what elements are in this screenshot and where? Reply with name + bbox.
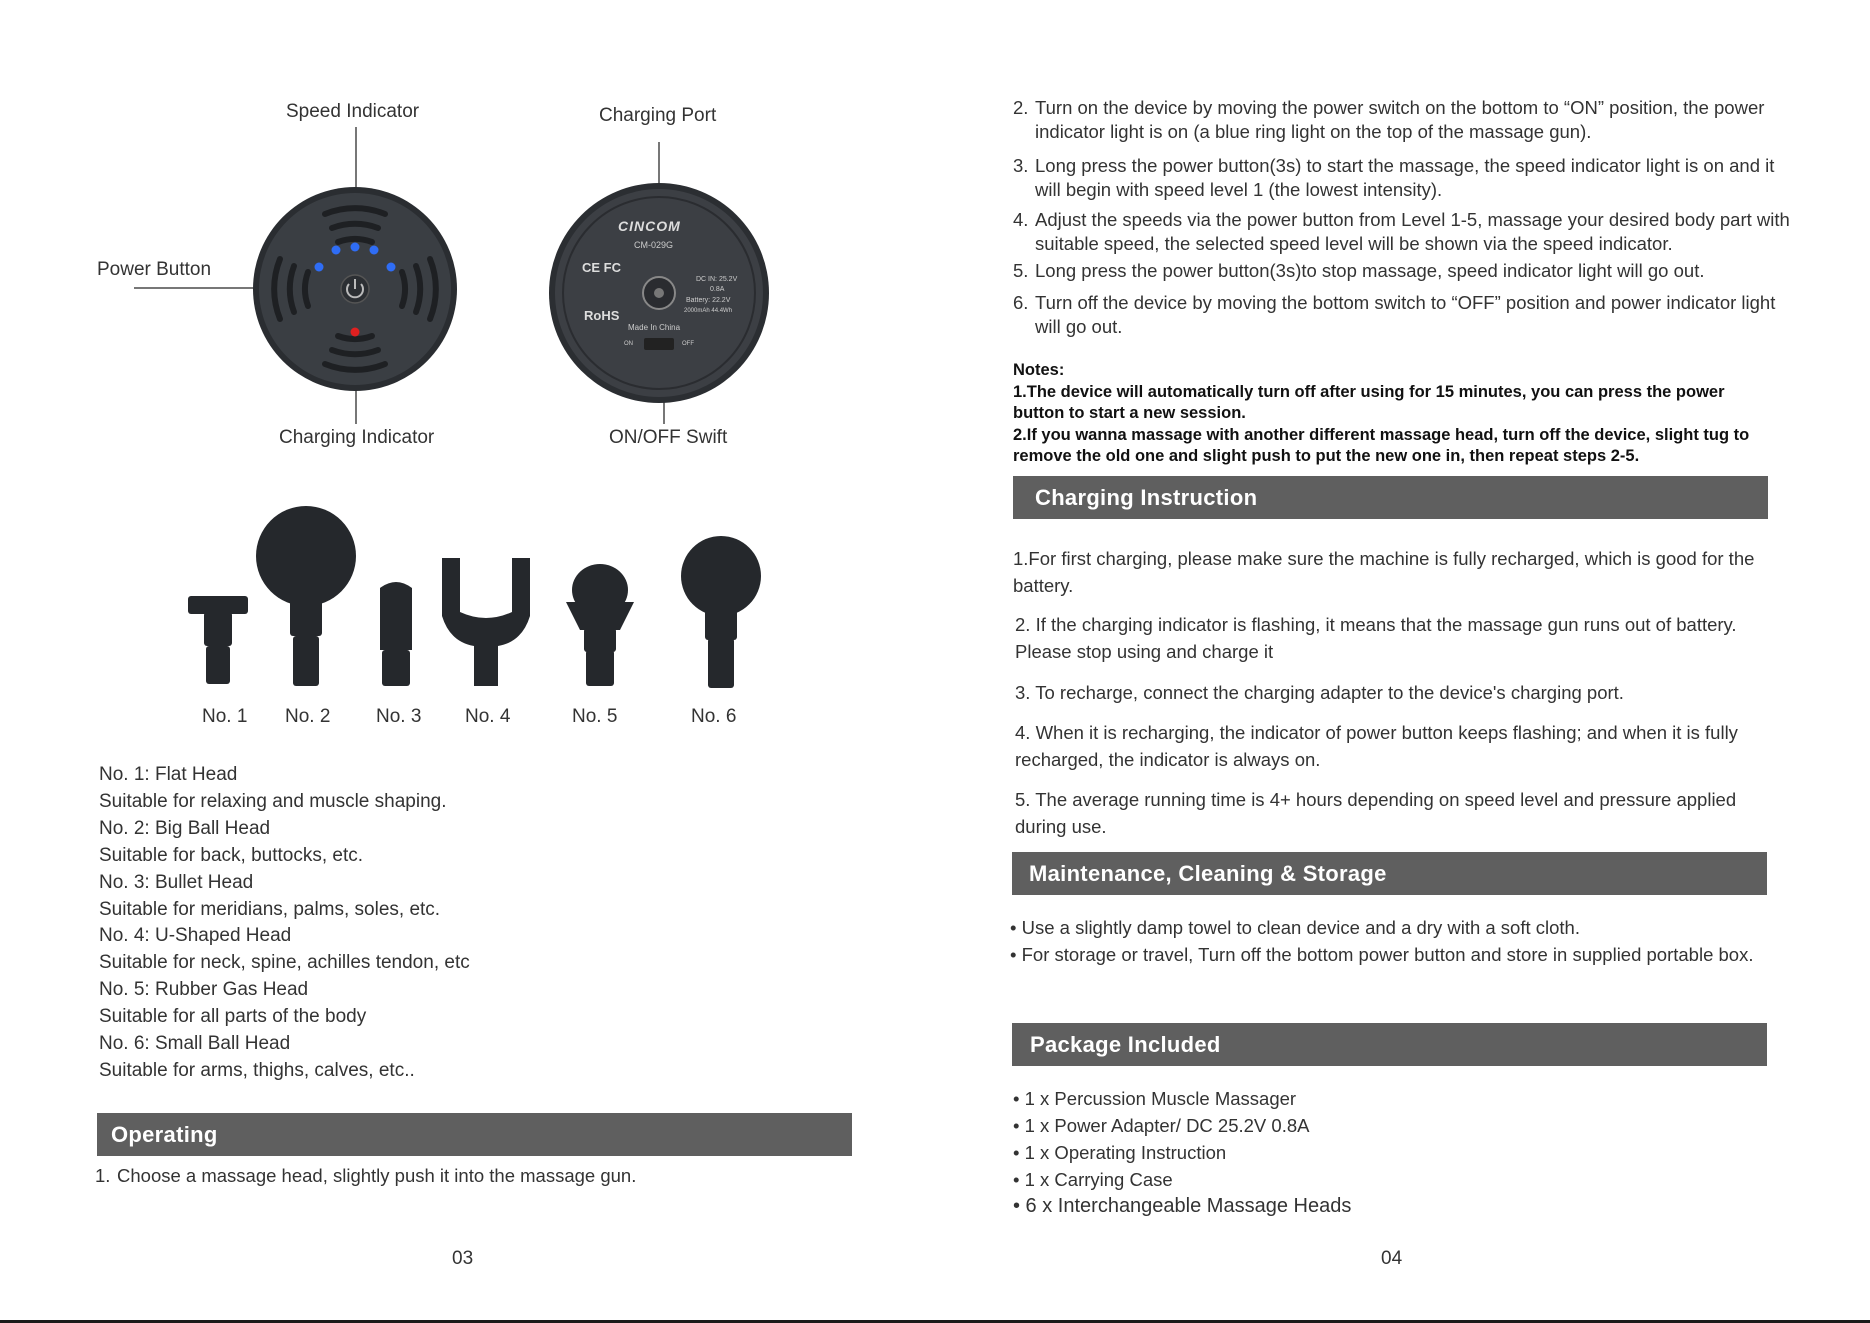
device-bottom-view (546, 180, 772, 406)
charging-section-header: Charging Instruction (1013, 476, 1768, 519)
charging-item-2: 2. If the charging indicator is flashing, it means that the massage gun runs out of battery. Please stop using and charge it (1015, 614, 1737, 662)
speed-indicator-label: Speed Indicator (286, 101, 420, 122)
desc-line: Suitable for all parts of the body (99, 1006, 367, 1028)
device-top-view (250, 184, 460, 394)
head-label-3: No. 3 (376, 706, 422, 727)
charging-item-4: 4. When it is recharging, the indicator of power button keeps flashing; and when it is fully recharged, the indicator is always on. (1015, 722, 1738, 770)
massage-heads-illustration (180, 500, 780, 700)
step-number: 6. (1013, 292, 1029, 313)
page-number-left: 03 (452, 1248, 474, 1269)
head-label-2: No. 2 (285, 706, 331, 727)
desc-line: Suitable for back, buttocks, etc. (99, 844, 364, 866)
operating-step-1 (95, 1164, 855, 1188)
head-label-5: No. 5 (572, 706, 618, 727)
charging-item-1: 1.For first charging, please make sure the machine is fully recharged, which is good for the battery. (1013, 548, 1755, 596)
charging-item-3: 3. To recharge, connect the charging adapter to the device's charging port. (1015, 682, 1624, 703)
step-text: Adjust the speeds via the power button from Level 1-5, massage your desired body part with suitable speed, the selected speed level will be shown via the speed indicator. (1035, 209, 1790, 254)
notes-block (1013, 360, 1773, 468)
step-text: Choose a massage head, slightly push it into the massage gun. (117, 1165, 637, 1186)
package-item: • 1 x Power Adapter/ DC 25.2V 0.8A (1013, 1115, 1310, 1136)
notes-title: Notes: (1013, 361, 1065, 379)
package-item: • 1 x Carrying Case (1013, 1169, 1173, 1190)
operating-step-2 (1013, 96, 1803, 144)
current-spec: 0.8A (710, 286, 725, 293)
step-number: 4. (1013, 209, 1029, 230)
small-ball-head-icon (681, 536, 761, 616)
desc-line: No. 1: Flat Head (99, 764, 238, 785)
desc-line: Suitable for neck, spine, achilles tendon, etc (99, 952, 470, 974)
desc-line: No. 5: Rubber Gas Head (99, 979, 309, 1001)
made-in-label: Made In China (628, 323, 681, 332)
step-text: Turn off the device by moving the bottom switch to “OFF” position and power indicator light will go out. (1035, 292, 1776, 337)
step-text: Long press the power button(3s) to start the massage, the speed indicator light is on and it will begin with speed level 1 (the lowest intensity). (1035, 155, 1775, 200)
note-item: 1.The device will automatically turn off after using for 15 minutes, you can press the power button to start a new session. (1013, 382, 1725, 422)
operating-step-6 (1013, 291, 1803, 339)
operating-step-5 (1013, 259, 1803, 283)
head-label-4: No. 4 (465, 706, 511, 727)
maintenance-item-2: • For storage or travel, Turn off the bottom power button and store in supplied portable box. (1010, 944, 1754, 965)
operating-step-3 (1013, 154, 1803, 202)
device-model: CM-029G (634, 240, 674, 250)
charging-indicator-label: Charging Indicator (279, 427, 435, 448)
page-number-right: 04 (1381, 1248, 1403, 1269)
u-shaped-head-icon (442, 558, 530, 686)
step-number: 1. (95, 1165, 111, 1186)
charging-port-label: Charging Port (599, 105, 717, 126)
capacity-spec: 2000mAh 44.4Wh (684, 308, 733, 314)
rohs-mark: RoHS (584, 308, 620, 323)
step-number: 5. (1013, 260, 1029, 281)
desc-line: Suitable for arms, thighs, calves, etc.. (99, 1059, 415, 1081)
cert-marks: CE FC (582, 260, 621, 275)
operating-step-4 (1013, 208, 1813, 256)
maintenance-section-header: Maintenance, Cleaning & Storage (1012, 852, 1767, 895)
package-section-header: Package Included (1012, 1023, 1767, 1066)
desc-line: No. 2: Big Ball Head (99, 817, 271, 839)
desc-line: No. 4: U-Shaped Head (99, 925, 292, 947)
package-item: • 6 x Interchangeable Massage Heads (1013, 1195, 1352, 1217)
switch-on-label: ON (624, 341, 633, 347)
dc-in-spec: DC IN: 25.2V (696, 276, 738, 283)
package-list (1013, 1085, 1351, 1220)
step-text: Turn on the device by moving the power switch on the bottom to “ON” position, the power indicator light is on (a blue ring light on the top of the massage gun). (1035, 97, 1765, 142)
step-number: 3. (1013, 155, 1029, 176)
head-descriptions (99, 762, 470, 1085)
desc-line: Suitable for meridians, palms, soles, etc. (99, 898, 441, 920)
package-item: • 1 x Operating Instruction (1013, 1142, 1227, 1163)
operating-section-header: Operating (97, 1113, 852, 1156)
step-number: 2. (1013, 97, 1029, 118)
charging-item-5: 5. The average running time is 4+ hours depending on speed level and pressure applied during use. (1015, 789, 1737, 837)
on-off-switch-label: ON/OFF Swift (609, 427, 728, 448)
desc-line: Suitable for relaxing and muscle shaping. (99, 790, 447, 812)
flat-head-icon (188, 596, 248, 614)
device-brand: CINCOM (618, 218, 681, 234)
desc-line: No. 6: Small Ball Head (99, 1033, 291, 1055)
bullet-head-icon (380, 582, 412, 650)
head-label-1: No. 1 (202, 706, 248, 727)
head-label-6: No. 6 (691, 706, 737, 727)
power-button-label: Power Button (97, 259, 212, 280)
note-item: 2.If you wanna massage with another different massage head, turn off the device, slight tug to remove the old one and slight push to put the new one in, then repeat steps 2-5. (1013, 425, 1750, 465)
package-item: • 1 x Percussion Muscle Massager (1013, 1088, 1297, 1109)
desc-line: No. 3: Bullet Head (99, 871, 254, 893)
maintenance-item-1: • Use a slightly damp towel to clean device and a dry with a soft cloth. (1010, 917, 1580, 938)
battery-spec: Battery: 22.2V (686, 297, 731, 304)
switch-off-label: OFF (682, 341, 694, 347)
step-text: Long press the power button(3s)to stop massage, speed indicator light will go out. (1035, 260, 1705, 281)
big-ball-head-icon (256, 506, 356, 606)
